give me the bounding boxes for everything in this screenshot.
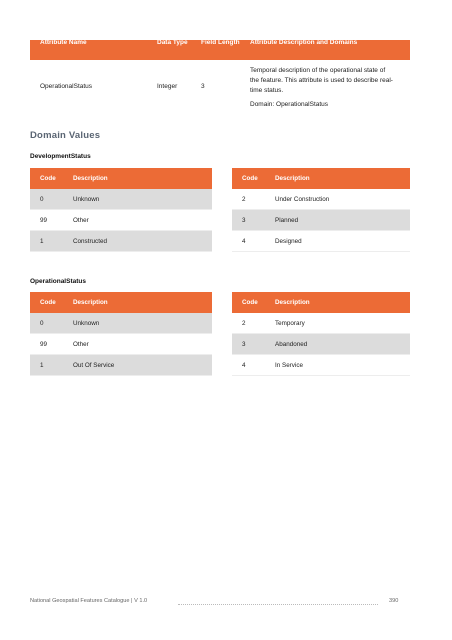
- operational-status-table-right: [232, 292, 410, 376]
- description-cell: Planned: [265, 210, 410, 231]
- development-status-table-left: [30, 168, 212, 252]
- column-header-code: Code: [30, 292, 63, 313]
- attribute-domain: Domain: OperationalStatus: [250, 101, 329, 108]
- code-cell: 1: [30, 355, 63, 376]
- description-cell: Out Of Service: [63, 355, 212, 376]
- table-row: [232, 189, 410, 210]
- page-number: 390: [389, 598, 399, 604]
- domain-name-development-status: DevelopmentStatus: [30, 153, 91, 160]
- table-row: [30, 189, 212, 210]
- description-cell: Unknown: [63, 313, 212, 334]
- code-cell: 0: [30, 313, 63, 334]
- attribute-description-line-2: the feature. This attribute is used to describe real-: [250, 77, 393, 84]
- domain-values-title: Domain Values: [30, 130, 101, 141]
- code-cell: 3: [232, 210, 265, 231]
- attribute-name: OperationalStatus: [40, 83, 93, 90]
- attribute-type: Integer: [157, 83, 178, 90]
- table-row: [232, 210, 410, 231]
- description-cell: Temporary: [265, 313, 410, 334]
- footer-text: National Geospatial Features Catalogue | V 1.0: [30, 598, 148, 604]
- description-cell: Constructed: [63, 231, 212, 252]
- header-data-type: Data Type: [157, 39, 188, 46]
- column-header-code: Code: [30, 168, 63, 189]
- description-cell: Other: [63, 334, 212, 355]
- table-row: [232, 355, 410, 376]
- code-cell: 4: [232, 231, 265, 252]
- code-cell: 99: [30, 334, 63, 355]
- attribute-table-header: [30, 40, 410, 60]
- code-cell: 4: [232, 355, 265, 376]
- column-header-description: Description: [265, 168, 410, 189]
- table-row: [30, 210, 212, 231]
- description-cell: Under Construction: [265, 189, 410, 210]
- code-cell: 2: [232, 313, 265, 334]
- description-cell: Abandoned: [265, 334, 410, 355]
- header-description: Attribute Description and Domains: [250, 39, 358, 46]
- description-cell: Unknown: [63, 189, 212, 210]
- header-field-length: Field Length: [201, 39, 240, 46]
- table-row: [30, 334, 212, 355]
- table-row: [30, 355, 212, 376]
- column-header-description: Description: [63, 292, 212, 313]
- attribute-length: 3: [201, 83, 205, 90]
- code-cell: 2: [232, 189, 265, 210]
- table-row: [232, 334, 410, 355]
- development-status-table-right: [232, 168, 410, 252]
- domain-name-operational-status: OperationalStatus: [30, 278, 86, 285]
- attribute-description-line-3: time status.: [250, 87, 284, 94]
- table-row: [30, 231, 212, 252]
- table-row: [232, 313, 410, 334]
- description-cell: In Service: [265, 355, 410, 376]
- column-header-description: Description: [63, 168, 212, 189]
- column-header-code: Code: [232, 168, 265, 189]
- code-cell: 0: [30, 189, 63, 210]
- code-cell: 99: [30, 210, 63, 231]
- description-cell: Designed: [265, 231, 410, 252]
- table-row: [232, 231, 410, 252]
- code-cell: 1: [30, 231, 63, 252]
- operational-status-table-left: [30, 292, 212, 376]
- column-header-description: Description: [265, 292, 410, 313]
- attribute-description-line-1: Temporal description of the operational state of: [250, 67, 386, 74]
- code-cell: 3: [232, 334, 265, 355]
- header-attribute-name: Attribute Name: [40, 39, 87, 46]
- column-header-code: Code: [232, 292, 265, 313]
- footer-dot-leader: [178, 604, 378, 605]
- table-row: [30, 313, 212, 334]
- description-cell: Other: [63, 210, 212, 231]
